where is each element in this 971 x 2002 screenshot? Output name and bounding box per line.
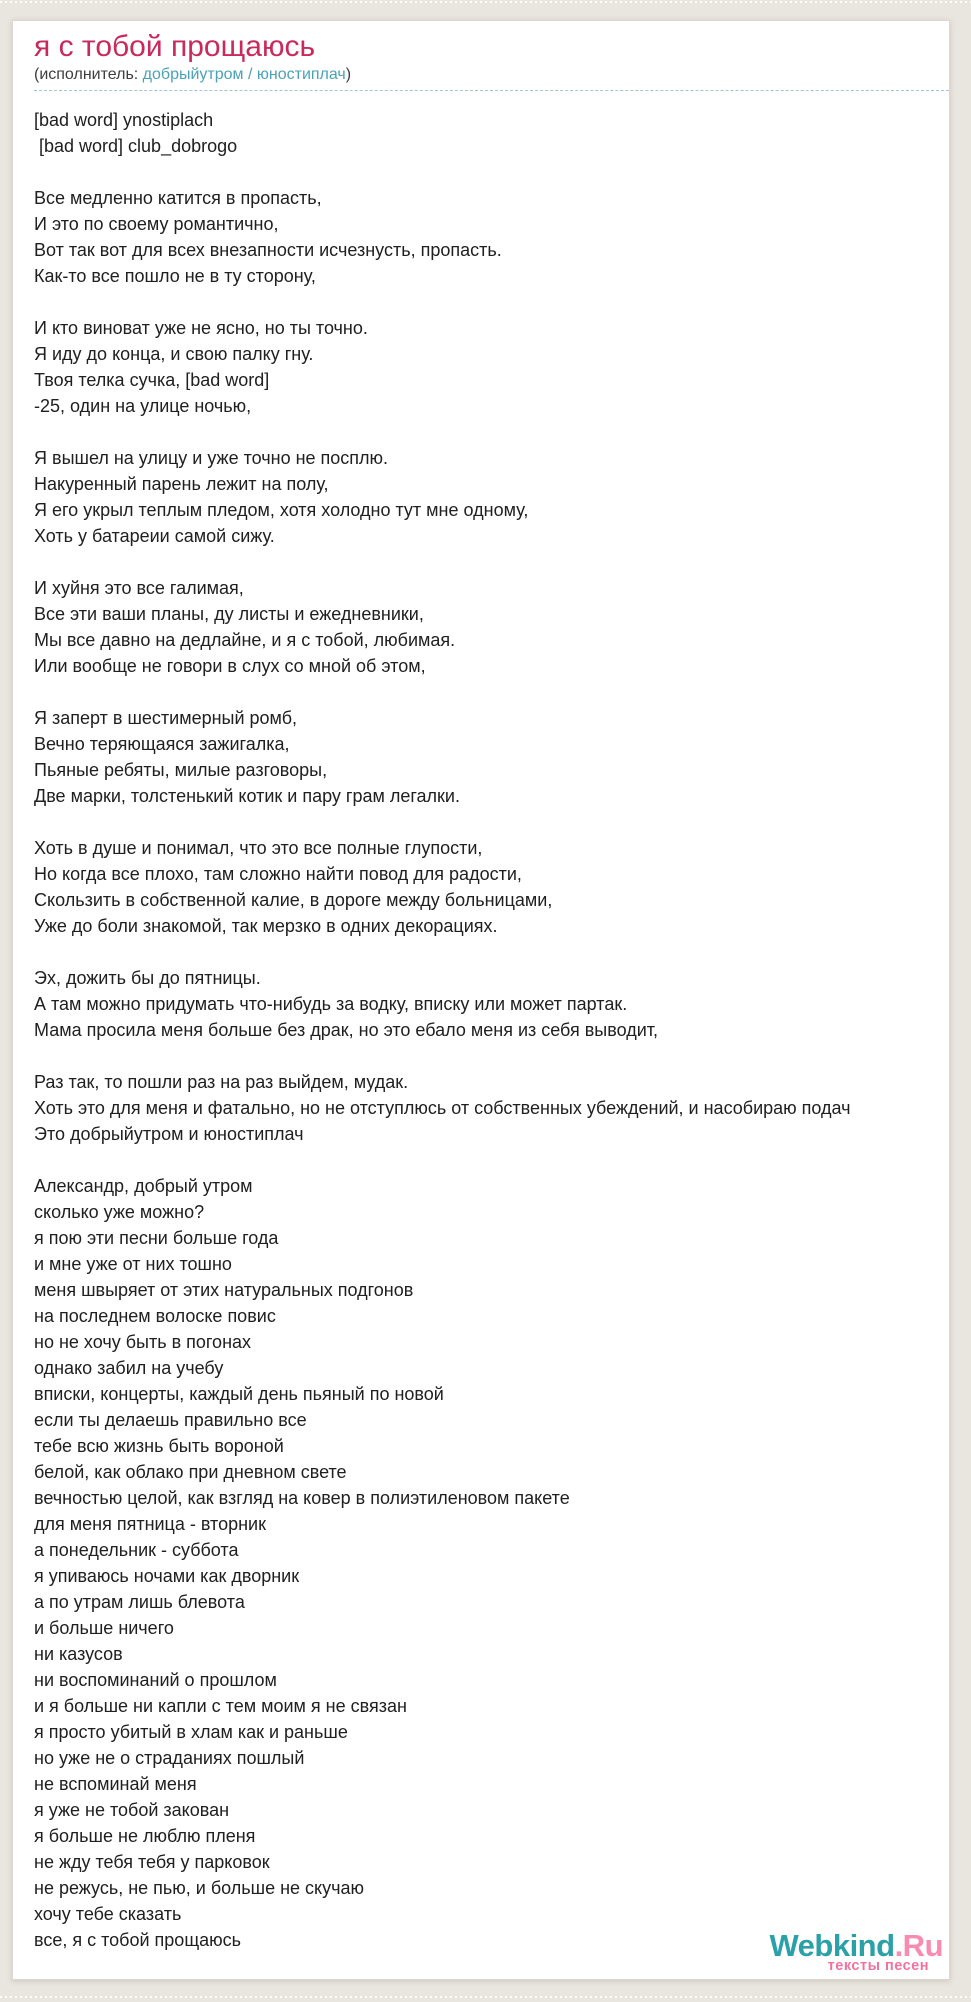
stanza — [34, 445, 949, 549]
logo-suffix-text: .Ru — [894, 1927, 943, 1963]
logo-tagline: тексты песен — [827, 1957, 929, 1974]
lyric-line: -25, один на улице ночью, — [34, 396, 252, 416]
lyric-line: Все эти ваши планы, ду листы и ежедневники, — [34, 604, 424, 624]
lyrics-card — [12, 20, 950, 1980]
bottom-dotted-border — [0, 1996, 971, 1998]
lyric-line: Твоя телка сучка, [bad word] — [34, 370, 270, 390]
lyric-line: Мы все давно на дедлайне, и я с тобой, любимая. — [34, 630, 456, 650]
lyric-line: вечностью целой, как взгляд на ковер в полиэтиленовом пакете — [34, 1488, 570, 1508]
lyric-line: А там можно придумать что-нибудь за водку, вписку или может партак. — [34, 994, 628, 1014]
lyric-line: Скользить в собственной калие, в дороге между больницами, — [34, 890, 553, 910]
artist-separator: / — [243, 66, 257, 83]
lyric-line: Уже до боли знакомой, так мерзко в одних декорациях. — [34, 916, 498, 936]
lyric-line: я упиваюсь ночами как дворник — [34, 1566, 300, 1586]
lyric-line: Хоть в душе и понимал, что это все полные глупости, — [34, 838, 483, 858]
stanza — [34, 965, 949, 1043]
stanza — [34, 185, 949, 289]
lyric-line: И хуйня это все галимая, — [34, 578, 244, 598]
artist-link-yunostiplach[interactable]: юностиплач — [256, 66, 346, 83]
page-title: я с тобой прощаюсь — [34, 30, 316, 63]
lyric-line: Александр, добрый утром — [34, 1176, 253, 1196]
stanza — [34, 1173, 949, 1953]
lyric-line: и больше ничего — [34, 1618, 174, 1638]
lyric-line: но не хочу быть в погонах — [34, 1332, 252, 1352]
lyric-line: И кто виноват уже не ясно, но ты точно. — [34, 318, 368, 338]
artist-prefix-label: (исполнитель: — [34, 66, 143, 83]
lyric-line: ни воспоминаний о прошлом — [34, 1670, 277, 1690]
logo-main-text: Webkind — [769, 1927, 895, 1963]
artist-suffix-label: ) — [345, 66, 352, 83]
lyric-line: и мне уже от них тошно — [34, 1254, 232, 1274]
lyric-line: [bad word] club_dobrogo — [34, 136, 238, 156]
lyric-line: Я заперт в шестимерный ромб, — [34, 708, 298, 728]
lyric-line: если ты делаешь правильно все — [34, 1410, 307, 1430]
lyric-line: Вот так вот для всех внезапности исчезнусть, пропасть. — [34, 240, 502, 260]
artist-line — [34, 62, 949, 91]
lyric-line: Это добрыйутром и юностиплач — [34, 1124, 304, 1144]
lyric-line: хочу тебе сказать — [34, 1904, 182, 1924]
stanza — [34, 315, 949, 419]
lyric-line: Две марки, толстенький котик и пару грам легалки. — [34, 786, 460, 806]
lyric-line: для меня пятница - вторник — [34, 1514, 266, 1534]
lyric-line: Я вышел на улицу и уже точно не посплю. — [34, 448, 389, 468]
lyric-line: Как-то все пошло не в ту сторону, — [34, 266, 316, 286]
lyric-line: сколько уже можно? — [34, 1202, 205, 1222]
stanza — [34, 575, 949, 679]
lyric-line: Все медленно катится в пропасть, — [34, 188, 322, 208]
webkind-logo[interactable] — [769, 1927, 943, 1963]
lyric-line: Или вообще не говори в слух со мной об этом, — [34, 656, 426, 676]
stanza — [34, 107, 949, 159]
lyric-line: ни казусов — [34, 1644, 123, 1664]
lyric-line: не жду тебя тебя у парковок — [34, 1852, 270, 1872]
lyric-line: а понедельник - суббота — [34, 1540, 239, 1560]
lyric-line: я пою эти песни больше года — [34, 1228, 279, 1248]
lyric-line: я уже не тобой закован — [34, 1800, 230, 1820]
stanza — [34, 1069, 949, 1147]
lyric-line: все, я с тобой прощаюсь — [34, 1930, 242, 1950]
lyric-line: я больше не люблю пленя — [34, 1826, 256, 1846]
lyric-line: Я его укрыл теплым пледом, хотя холодно тут мне одному, — [34, 500, 529, 520]
lyric-line: Хоть это для меня и фатально, но не отступлюсь от собственных убеждений, и насобираю подач — [34, 1098, 851, 1118]
lyric-line: белой, как облако при дневном свете — [34, 1462, 347, 1482]
lyric-line: [bad word] ynostiplach — [34, 110, 214, 130]
lyric-line: меня швыряет от этих натуральных подгонов — [34, 1280, 414, 1300]
lyric-line: я просто убитый в хлам как и раньше — [34, 1722, 348, 1742]
lyric-line: И это по своему романтично, — [34, 214, 279, 234]
lyric-line: Пьяные ребяты, милые разговоры, — [34, 760, 328, 780]
lyric-line: Хоть у батареии самой сижу. — [34, 526, 275, 546]
top-dotted-border — [0, 1, 971, 3]
lyric-line: Но когда все плохо, там сложно найти повод для радости, — [34, 864, 522, 884]
lyric-line: но уже не о страданиях пошлый — [34, 1748, 305, 1768]
lyric-line: Раз так, то пошли раз на раз выйдем, мудак. — [34, 1072, 409, 1092]
site-footer — [769, 1927, 943, 1978]
lyric-line: на последнем волоске повис — [34, 1306, 276, 1326]
lyric-line: Вечно теряющаяся зажигалка, — [34, 734, 290, 754]
artist-link-dobryiutrom[interactable]: добрыйутром — [142, 66, 244, 83]
lyric-line: Я иду до конца, и свою палку гну. — [34, 344, 314, 364]
lyric-line: не вспоминай меня — [34, 1774, 197, 1794]
lyric-line: тебе всю жизнь быть вороной — [34, 1436, 284, 1456]
stanza — [34, 705, 949, 809]
lyrics-text — [34, 107, 949, 1953]
lyric-line: Мама просила меня больше без драк, но это ебало меня из себя выводит, — [34, 1020, 659, 1040]
lyric-line: Накуренный парень лежит на полу, — [34, 474, 329, 494]
lyric-line: не режусь, не пью, и больше не скучаю — [34, 1878, 365, 1898]
stanza — [34, 835, 949, 939]
lyric-line: вписки, концерты, каждый день пьяный по новой — [34, 1384, 444, 1404]
lyric-line: однако забил на учебу — [34, 1358, 224, 1378]
lyric-line: Эх, дожить бы до пятницы. — [34, 968, 261, 988]
lyric-line: а по утрам лишь блевота — [34, 1592, 245, 1612]
lyric-line: и я больше ни капли с тем моим я не связан — [34, 1696, 407, 1716]
